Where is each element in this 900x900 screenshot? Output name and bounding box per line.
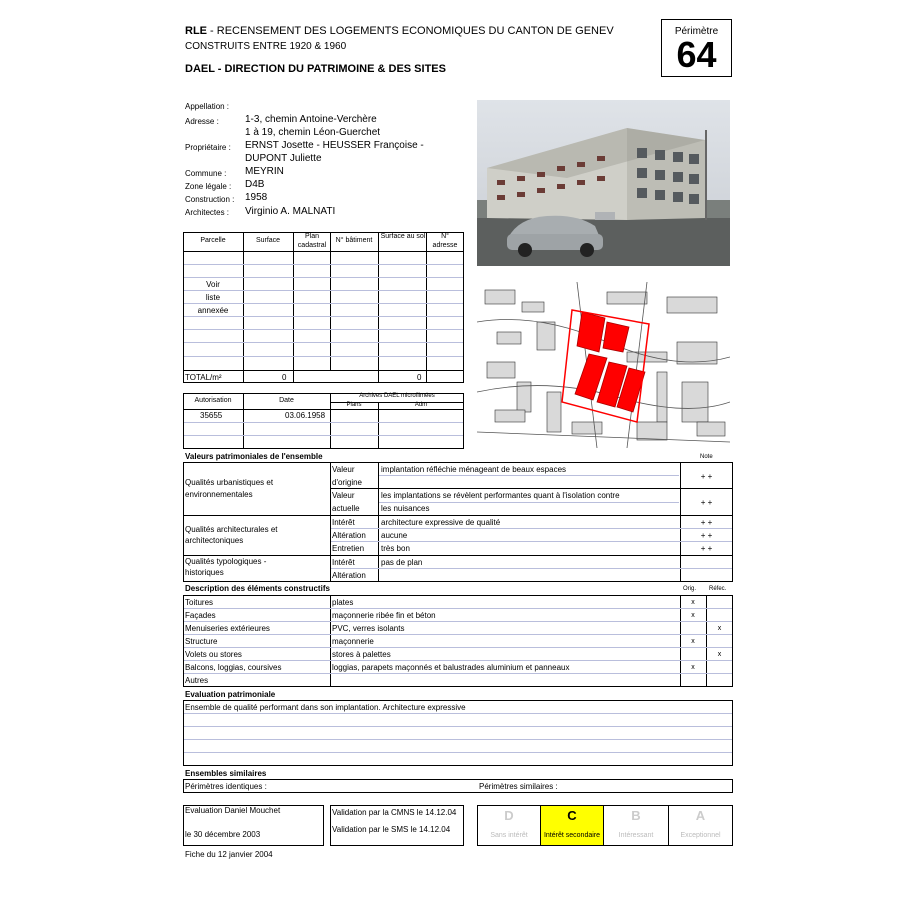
archives-header: Archives DAEL microfilmées bbox=[359, 393, 435, 399]
urban-label-2: environnementales bbox=[185, 490, 253, 499]
rating-caption: Intérêt secondaire bbox=[543, 832, 601, 839]
valeur-origine-2: d'origine bbox=[332, 478, 362, 487]
zone-value: D4B bbox=[245, 179, 265, 190]
similaires-title: Ensembles similaires bbox=[185, 769, 267, 778]
typo-interet-label: Intérêt bbox=[332, 558, 355, 567]
row-refec: x bbox=[717, 651, 722, 658]
liste-text: liste bbox=[205, 293, 221, 302]
adresse-label: Adresse : bbox=[185, 117, 219, 126]
evaluation-title: Evaluation patrimoniale bbox=[185, 690, 276, 699]
row-value: PVC, verres isolants bbox=[332, 624, 405, 633]
row-label: Structure bbox=[185, 637, 218, 646]
rating-letter: D bbox=[504, 808, 514, 823]
entretien-text: très bon bbox=[381, 544, 410, 553]
evaluation-date: le 30 décembre 2003 bbox=[185, 830, 261, 839]
col-adresse: N° adresse bbox=[432, 233, 458, 249]
row-value: loggias, parapets maçonnés et balustrades aluminium et panneaux bbox=[332, 663, 570, 672]
perimetre-label: Périmètre bbox=[674, 26, 719, 37]
typo-interet-text: pas de plan bbox=[381, 558, 423, 567]
row-refec: x bbox=[717, 625, 722, 632]
total-surface: 0 bbox=[282, 373, 287, 382]
identiques-label: Périmètres identiques : bbox=[185, 782, 267, 791]
date-header: Date bbox=[279, 397, 294, 404]
col-plan-cadastral: Plan cadastral bbox=[297, 233, 327, 249]
alteration-label: Altération bbox=[332, 531, 366, 540]
commune-value: MEYRIN bbox=[245, 166, 284, 177]
site-map bbox=[477, 282, 730, 448]
department-title: DAEL - DIRECTION DU PATRIMOINE & DES SITES bbox=[185, 63, 446, 75]
row-value: maçonnerie ribée fin et béton bbox=[332, 611, 436, 620]
validation-sms: Validation par le SMS le 14.12.04 bbox=[332, 825, 451, 834]
zone-label: Zone légale : bbox=[185, 182, 232, 191]
construction-label: Construction : bbox=[185, 195, 235, 204]
col-parcelle: Parcelle bbox=[200, 237, 226, 244]
fiche-date: Fiche du 12 janvier 2004 bbox=[185, 850, 273, 859]
rating-letter: B bbox=[631, 808, 641, 823]
col-surface: Surface bbox=[255, 237, 281, 244]
refec-header: Réfec. bbox=[709, 586, 727, 592]
perimetre-number: 64 bbox=[676, 34, 717, 75]
annexee-text: annexée bbox=[197, 306, 229, 315]
typo-label-2: historiques bbox=[185, 568, 224, 577]
valeur-origine-text: implantation réfléchie ménageant de beaux espaces bbox=[381, 465, 567, 474]
construction-value: 1958 bbox=[245, 192, 268, 203]
rating-caption: Exceptionnel bbox=[680, 832, 721, 839]
proprietaire-label: Propriétaire : bbox=[185, 143, 231, 152]
rle-label: RLE bbox=[185, 25, 207, 37]
plans-header: Plans bbox=[346, 402, 362, 408]
perimetre-box bbox=[661, 19, 732, 77]
row-label: Menuiseries extérieures bbox=[185, 624, 270, 633]
adm-header: Adm bbox=[414, 402, 428, 408]
building-photo bbox=[477, 100, 730, 266]
row-label: Autres bbox=[185, 676, 209, 685]
alteration-text: aucune bbox=[381, 531, 408, 540]
valeur-actuelle-text-2: les nuisances bbox=[381, 504, 430, 513]
date-value: 03.06.1958 bbox=[285, 411, 326, 420]
rating-letter: A bbox=[695, 808, 706, 823]
urban-label-1: Qualités urbanistiques et bbox=[185, 478, 274, 487]
total-sol: 0 bbox=[417, 373, 422, 382]
valeur-origine-1: Valeur bbox=[332, 465, 355, 474]
row-label: Façades bbox=[185, 611, 216, 620]
commune-label: Commune : bbox=[185, 169, 227, 178]
header-subtitle: CONSTRUITS ENTRE 1920 & 1960 bbox=[185, 41, 347, 52]
valeur-actuelle-note: + + bbox=[700, 498, 713, 507]
valeurs-title: Valeurs patrimoniales de l'ensemble bbox=[185, 452, 323, 461]
row-label: Toitures bbox=[185, 598, 214, 607]
rating-c-selected bbox=[541, 806, 603, 845]
rating-d bbox=[478, 806, 540, 845]
valeur-actuelle-2: actuelle bbox=[332, 504, 360, 513]
row-value: maçonnerie bbox=[332, 637, 374, 646]
entretien-note: + + bbox=[700, 544, 713, 553]
description-title: Description des éléments constructifs bbox=[185, 584, 330, 593]
archi-label-2: architectoniques bbox=[185, 536, 244, 545]
valeur-actuelle-text-1: les implantations se révèlent performantes quant à l'isolation contre bbox=[381, 491, 620, 500]
total-label: TOTAL/m² bbox=[185, 373, 222, 382]
valeur-origine-note: + + bbox=[700, 472, 713, 481]
alteration-note: + + bbox=[700, 531, 713, 540]
row-orig: x bbox=[691, 599, 695, 606]
rating-caption: Intéressant bbox=[618, 832, 654, 839]
row-value: stores à palettes bbox=[332, 650, 391, 659]
rating-b bbox=[604, 806, 668, 845]
row-label: Balcons, loggias, coursives bbox=[185, 663, 282, 672]
col-surface-sol: Surface au sol bbox=[380, 233, 426, 240]
voir-text: Voir bbox=[206, 280, 220, 289]
interet-label: Intérêt bbox=[332, 518, 355, 527]
similaires-label: Périmètres similaires : bbox=[479, 782, 558, 791]
architectes-label: Architectes : bbox=[185, 208, 230, 217]
interet-note: + + bbox=[700, 518, 713, 527]
entretien-label: Entretien bbox=[332, 544, 365, 553]
valeur-actuelle-1: Valeur bbox=[332, 491, 355, 500]
autorisation-header: Autorisation bbox=[194, 397, 232, 404]
appellation-label: Appellation : bbox=[185, 102, 230, 111]
autorisation-value: 35655 bbox=[200, 411, 223, 420]
header-line-1 bbox=[185, 25, 614, 37]
evaluator-name: Evaluation Daniel Mouchet bbox=[185, 806, 281, 815]
typo-label-1: Qualités typologiques - bbox=[185, 557, 267, 566]
typo-alteration-label: Altération bbox=[332, 571, 366, 580]
evaluation-text: Ensemble de qualité performant dans son implantation. Architecture expressive bbox=[185, 703, 466, 712]
adresse-line-1: 1-3, chemin Antoine-Verchère bbox=[245, 114, 377, 125]
row-orig: x bbox=[691, 664, 695, 671]
row-orig: x bbox=[691, 638, 695, 645]
adresse-line-2: 1 à 19, chemin Léon-Guerchet bbox=[245, 127, 381, 138]
proprietaire-line-2: DUPONT Juliette bbox=[245, 153, 322, 164]
rating-caption: Sans intérêt bbox=[490, 832, 528, 839]
note-header: Note bbox=[700, 454, 713, 460]
proprietaire-line-1: ERNST Josette - HEUSSER Françoise - bbox=[245, 140, 424, 151]
rating-letter: C bbox=[567, 808, 577, 823]
row-value: plates bbox=[332, 598, 354, 607]
rating-a bbox=[669, 806, 732, 845]
row-label: Volets ou stores bbox=[185, 650, 242, 659]
row-orig: x bbox=[691, 612, 695, 619]
col-batiment: N° bâtiment bbox=[335, 237, 373, 244]
archi-label-1: Qualités architecturales et bbox=[185, 525, 278, 534]
header-title: - RECENSEMENT DES LOGEMENTS ECONOMIQUES DU CANTON DE GENEV bbox=[207, 25, 614, 37]
validation-cmns: Validation par la CMNS le 14.12.04 bbox=[332, 808, 457, 817]
interet-text: architecture expressive de qualité bbox=[381, 518, 501, 527]
architectes-value: Virginio A. MALNATI bbox=[245, 206, 336, 217]
orig-header: Orig. bbox=[683, 586, 697, 592]
